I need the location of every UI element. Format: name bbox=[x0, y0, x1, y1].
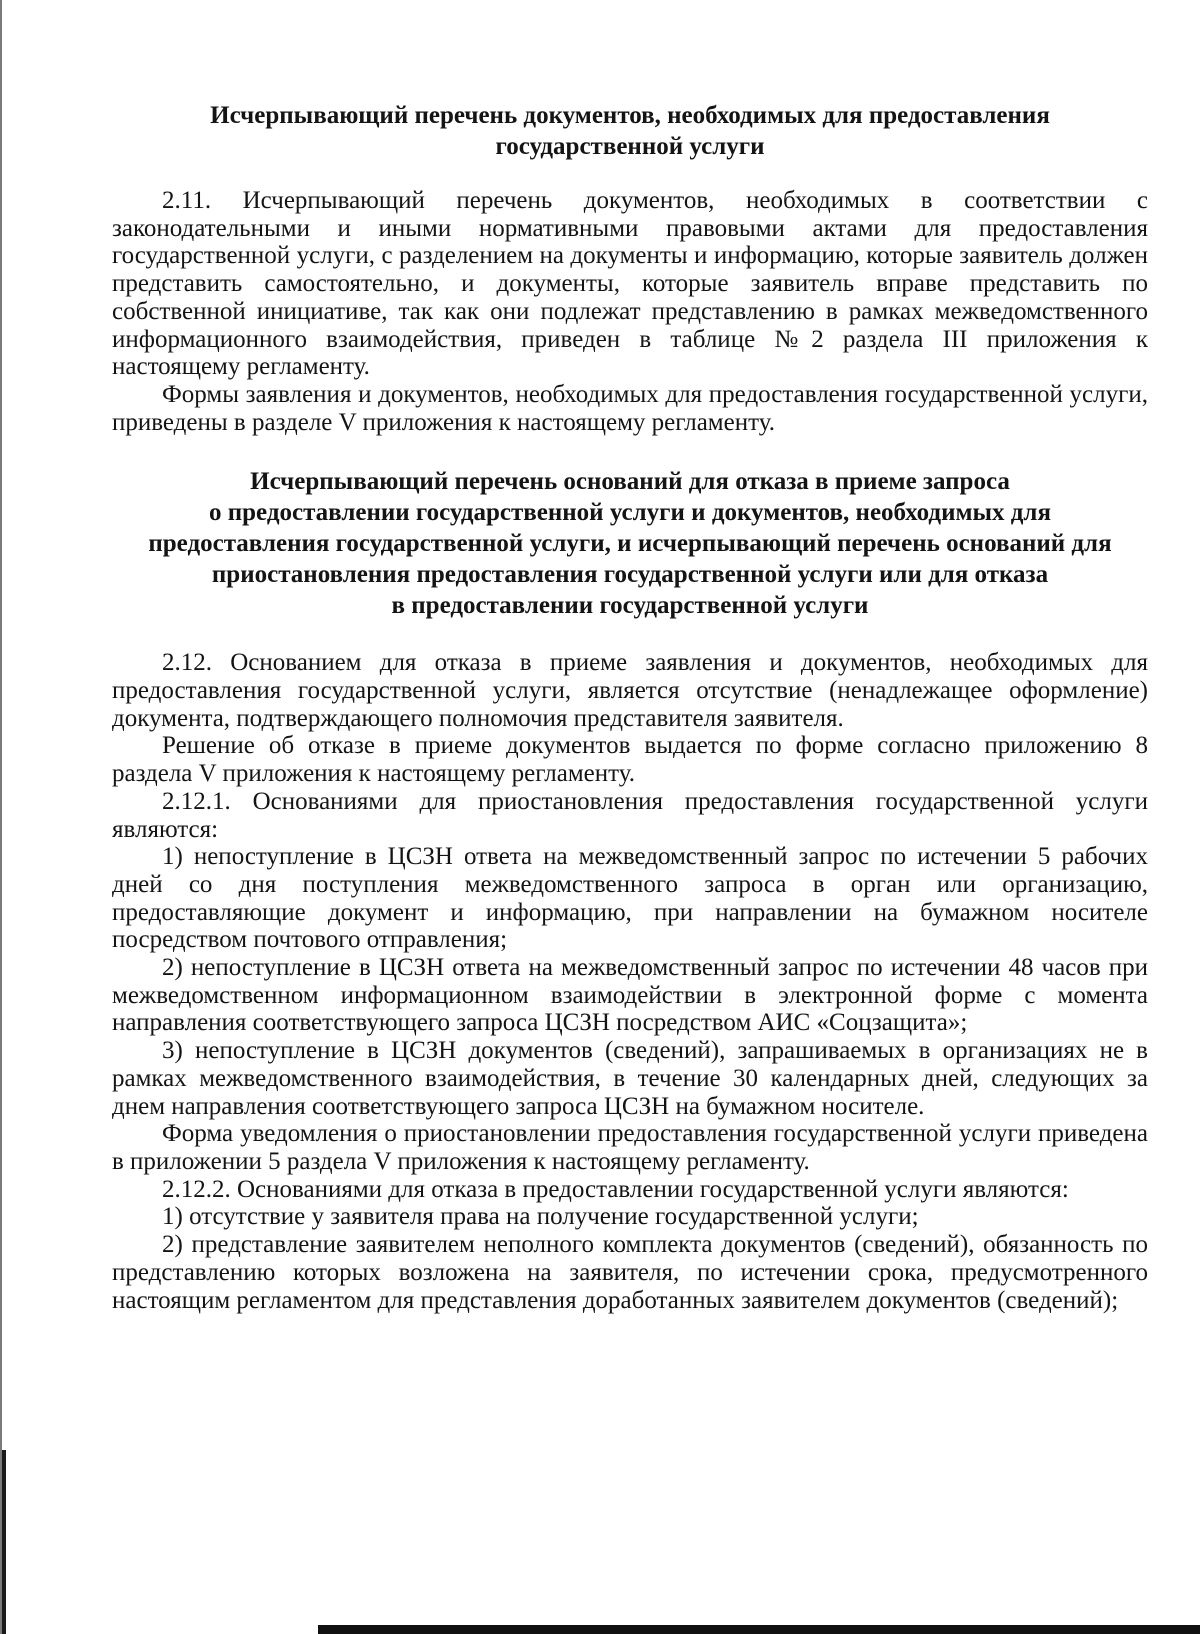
paragraph-forms: Формы заявления и документов, необходимых для предоставления государственной услуги, приведены в разделе V приложения к настоящему регламенту. bbox=[112, 380, 1148, 436]
scan-bottom-bar bbox=[318, 1625, 1200, 1634]
paragraph-2-12: 2.12. Основанием для отказа в приеме заявления и документов, необходимых для предоставления государственной услуги, является отсутствие (ненадлежащее оформление) документа, подтверждающего полномочия представителя заявителя. bbox=[112, 649, 1148, 732]
heading-line: государственной услуги bbox=[495, 133, 765, 160]
heading-line: Исчерпывающий перечень документов, необходимых для предоставления bbox=[210, 102, 1050, 129]
heading-line: приостановления предоставления государственной услуги или для отказа bbox=[211, 561, 1049, 589]
scan-left-edge bbox=[0, 0, 2, 1634]
list-item-suspension-1: 1) непоступление в ЦСЗН ответа на межведомственный запрос по истечении 5 рабочих дней со дня поступления межведомственного запроса в орган или организацию, предоставляющие документ и информацию, при направлении на бумажном носителе посредством почтового отправления; bbox=[112, 843, 1148, 954]
list-item-refusal-2: 2) представление заявителем неполного комплекта документов (сведений), обязанность по представлению которых возложена на заявителя, по истечении срока, предусмотренного настоящим регламентом для представления доработанных заявителем документов (сведений); bbox=[112, 1231, 1148, 1314]
paragraph-2-11: 2.11. Исчерпывающий перечень документов, необходимых в соответствии с законодательными и иными нормативными правовыми актами для предоставления государственной услуги, с разделением на документы и информацию, которые заявитель должен представить самостоятельно, и документы, которые заявитель вправе представить по собственной инициативе, так как они подлежат представлению в рамках межведомственного информационного взаимодействия, приведен в таблице №2 раздела III приложения к настоящему регламенту. bbox=[112, 187, 1148, 381]
heading-line: о предоставлении государственной услуги и документов, необходимых для bbox=[209, 499, 1051, 527]
section-heading-refusal-grounds bbox=[112, 466, 1148, 621]
list-item-refusal-1: 1) отсутствие у заявителя права на получение государственной услуги; bbox=[162, 1203, 919, 1231]
document-body bbox=[112, 100, 1148, 1314]
section-heading-documents bbox=[112, 100, 1148, 162]
heading-line: Исчерпывающий перечень оснований для отказа в приеме запроса bbox=[250, 468, 1010, 496]
list-item-suspension-2: 2) непоступление в ЦСЗН ответа на межведомственный запрос по истечении 48 часов при межведомственном информационном взаимодействии в электронной форме с момента направления соответствующего запроса ЦСЗН посредством АИС «Соцзащита»; bbox=[112, 954, 1148, 1037]
paragraph-2-12-1: 2.12.1. Основаниями для приостановления предоставления государственной услуги являются: bbox=[112, 787, 1148, 843]
paragraph-suspension-form: Форма уведомления о приостановлении предоставления государственной услуги приведена в приложении 5 раздела V приложения к настоящему регламенту. bbox=[112, 1120, 1148, 1175]
heading-line: в предоставлении государственной услуги bbox=[391, 592, 869, 620]
paragraph-refusal-form: Решение об отказе в приеме документов выдается по форме согласно приложению 8 раздела V приложения к настоящему регламенту. bbox=[112, 732, 1148, 788]
heading-line: предоставления государственной услуги, и исчерпывающий перечень оснований для bbox=[148, 530, 1112, 558]
paragraph-2-12-2: 2.12.2. Основаниями для отказа в предоставлении государственной услуги являются: bbox=[162, 1175, 1069, 1203]
scan-left-mark bbox=[2, 1450, 6, 1634]
list-item-suspension-3: 3) непоступление в ЦСЗН документов (сведений), запрашиваемых в организациях не в рамках межведомственного взаимодействия, в течение 30 календарных дней, следующих за днем направления соответствующего запроса ЦСЗН на бумажном носителе. bbox=[112, 1037, 1148, 1120]
